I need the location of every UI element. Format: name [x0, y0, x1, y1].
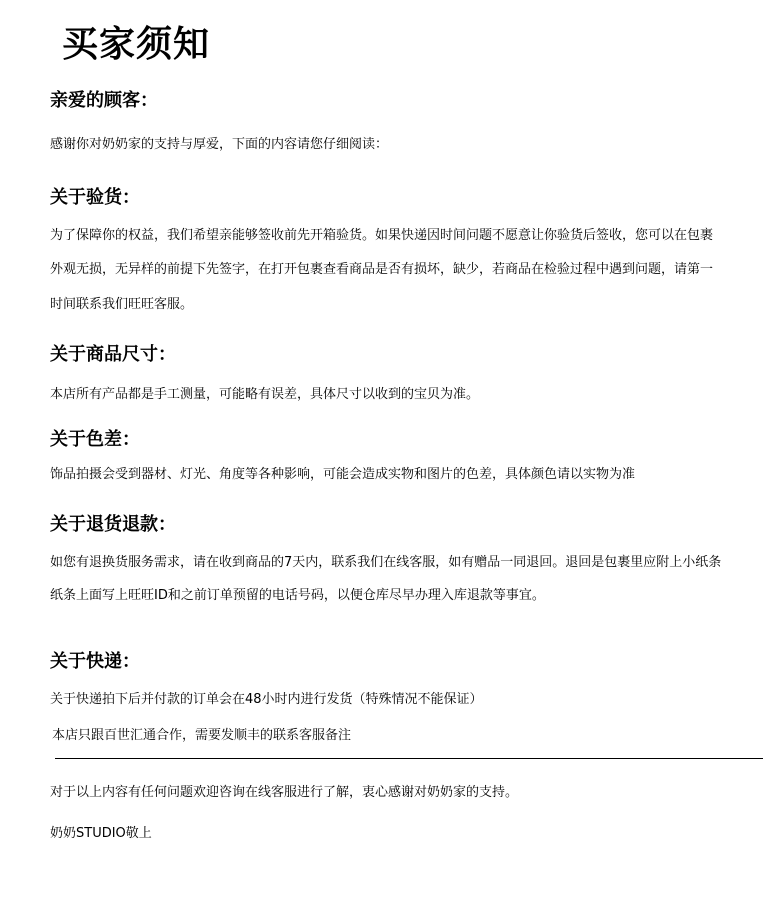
shipping-line-1: 关于快递拍下后并付款的订单会在48小时内进行发货（特殊情况不能保证） — [50, 692, 483, 707]
inspection-line-2: 外观无损，无异样的前提下先签字，在打开包裹查看商品是否有损坏，缺少，若商品在检验过程中遇到问题，请第一 — [50, 262, 714, 277]
refund-heading: 关于退货退款： — [50, 514, 176, 535]
divider — [55, 758, 763, 759]
closing-text: 对于以上内容有任何问题欢迎咨询在线客服进行了解，衷心感谢对奶奶家的支持。 — [50, 785, 519, 800]
signature: 奶奶STUDIO敬上 — [50, 826, 152, 841]
color-heading: 关于色差： — [50, 429, 140, 450]
shipping-line-2: 本店只跟百世汇通合作，需要发顺丰的联系客服备注 — [52, 728, 352, 743]
refund-line-2: 纸条上面写上旺旺ID和之前订单预留的电话号码，以便仓库尽早办理入库退款等事宜。 — [50, 588, 545, 603]
size-heading: 关于商品尺寸： — [50, 344, 176, 365]
inspection-line-3: 时间联系我们旺旺客服。 — [50, 297, 194, 312]
inspection-heading: 关于验货： — [50, 187, 140, 208]
page-title: 买家须知 — [62, 24, 211, 65]
inspection-line-1: 为了保障你的权益，我们希望亲能够签收前先开箱验货。如果快递因时间问题不愿意让你验货后签收，您可以在包裹 — [50, 228, 714, 243]
size-text: 本店所有产品都是手工测量，可能略有误差，具体尺寸以收到的宝贝为准。 — [50, 387, 480, 402]
refund-line-1: 如您有退换货服务需求，请在收到商品的7天内，联系我们在线客服，如有赠品一同退回。退回是包裹里应附上小纸条 — [50, 555, 722, 570]
greeting-heading: 亲爱的顾客： — [50, 90, 158, 111]
greeting-text: 感谢你对奶奶家的支持与厚爱，下面的内容请您仔细阅读： — [50, 137, 389, 152]
shipping-heading: 关于快递： — [50, 651, 140, 672]
color-text: 饰品拍摄会受到器材、灯光、角度等各种影响，可能会造成实物和图片的色差，具体颜色请以实物为准 — [50, 467, 636, 482]
